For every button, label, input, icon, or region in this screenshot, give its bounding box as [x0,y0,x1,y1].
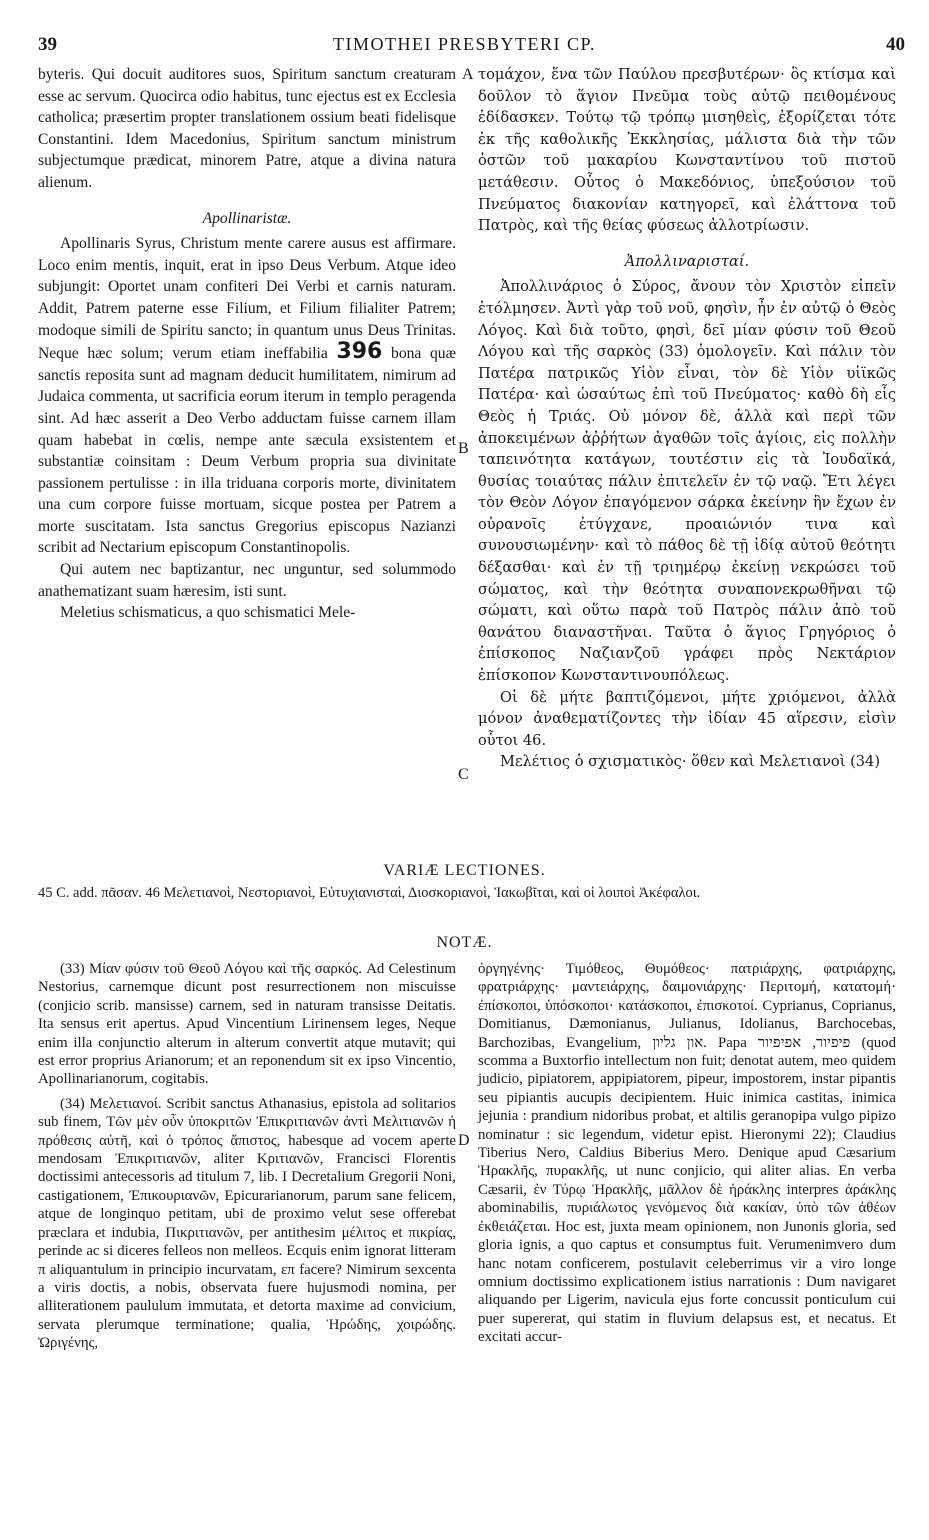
greek-paragraph-macedonius: τομάχον, ἕνα τῶν Παύλου πρεσβυτέρων· ὃς κτίσμα καὶ δοῦλον τὸ ἅγιον Πνεῦμα τοὺς αὐτῷ πειθομένους ἐδίδασκεν. Τούτῳ τῷ τρόπῳ μισηθεὶς, ἐξορίζεται τότε ἐκ τῆς καθολικῆς Ἐκκλησίας, μάλιστα διὰ τὴν τῶν ὀστῶν τοῦ μακαρίου Κωνσταντίνου τοῦ πιστοῦ μετάθεσιν. Οὗτος ὁ Μακεδόνιος, ὑπεξούσιον τοῦ Πνεύματος διακονίαν κατηγορεῖ, καὶ ἐλάττονα τοῦ Πατρὸς, καὶ τῆς θείας φύσεως ἀλλοτρίωσιν. [478,66,896,235]
latin-paragraph-macedonius: byteris. Qui docuit auditores suos, Spiritum sanctum creaturam esse ac servum. Quocirca odio habitus, tunc ejectus est ex Ecclesia catholica; præsertim propter translationem ossium beati fidelisque Constantini. Idem Macedonius, Spiritum sanctum ministrum subjectumque prædicat, minorem Patre, atque a divina natura alienum. [38,66,456,191]
running-title: TIMOTHEI PRESBYTERI CP. [332,34,596,54]
note-33: (33) Μίαν φύσιν τοῦ Θεοῦ Λόγου καὶ τῆς σαρκός. Ad Celestinum Nestorius, carnemque dicunt post resurrectionem non miscuisse (conjicio scrib. mansisse) carnem, sed in naturam transisse Deitatis. Ita sensus erit apertus. Apud Vincentium Lirinensem leges, Neque enim illa conjunctio alterum in alterum convertit atque mutavit; qui est error proprius Arianorum; et an reponendum sit ex ipso Vincentio, Apollinarianorum, cogitabis. [38,961,456,1088]
margin-marker-a: A [462,66,474,83]
notes-right-column [478,960,896,1347]
variae-lectiones-title: VARIÆ LECTIONES. [383,862,546,879]
notae-title: NOTÆ. [436,934,493,951]
margin-marker-c: C [458,766,469,783]
column-number: 396 [336,339,383,365]
greek-column [478,64,896,773]
page-number-left: 39 [38,34,57,55]
variae-lectiones-text: 45 C. add. πᾶσαν. 46 Μελετιανοὶ, Νεστοριανοὶ, Εὐτυχιανισταὶ, Διοσκοριανοὶ, Ἰακωβῖται, καὶ οἱ λοιποὶ Ἀκέφαλοι. [38,885,701,901]
page-number-right: 40 [886,34,905,55]
notes-left-column [38,960,456,1353]
margin-marker-b: B [458,440,469,457]
running-header [0,34,929,62]
latin-paragraph-meletius: Meletius schismaticus, a quo schismatici Mele- [60,604,356,622]
note-34: (34) Μελετιανοί. Scribit sanctus Athanasius, epistola ad solitarios sub finem, Τῶν μὲν οὖν ὑποκριτῶν Ἐπικριτιανῶν ἀντὶ Μελιτιανῶν ἡ πρόθεσις αὐτῆ, καὶ ὁ τρόπος ἄπιστος, habesque ad vocem aperte mendosam Ἐπικριτιανῶν, aliter Κριτιανῶν, Francisci Florentis doctissimi antecessoris ad titulum 7, lib. I Decretalium Gregorii Noni, castigationem, Ἐπικουριανῶν, Epicurarianorum, parum sane felicem, atque de longinquo petitam, ubi de proximo velut sese offerebat præclara et indubia, Πικριτιανῶν, per antithesim μέλιτος et πικρίας, perinde ac si diceres felleos non melleos. Ecquis enim ignorat litteram π aliquantulum in principio incurvatam, επ facere? Nimirum sexcenta a viris doctis, a nobis, observata fuere hujusmodi nomina, per alliterationem paululum immutata, et detorta maxime ad convicium, servata plerumque terminatione; qualia, Ἡρώδης, χοιρώδης. Ὠριγένης, [38,1095,456,1352]
latin-apollinaris-text-a: Apollinaris Syrus, Christum mente carere ausus est affirmare. Loco enim mentis, inquit, erat in ipso Deus Verbum. Atque ideo subjungit: Oportet unam confiteri Dei Verbi et carnis naturam. Addit, Patrem paterne esse Filium, et Filium filialiter Patrem; modoque simili de Spiritu sancto; in quantum unus Deus Trinitas. Neque hæc solum; verum etiam ineffabilia [38,235,456,363]
greek-paragraph-meletius: Μελέτιος ὁ σχισματικὸς· ὅθεν καὶ Μελετιανοὶ (34) [500,753,881,771]
latin-section-title: Apollinaristæ. [202,209,292,227]
latin-paragraph-apollinaris [38,233,456,559]
margin-marker-d: D [458,1132,470,1149]
latin-column [38,64,456,624]
note-34-continued: ὀργηγένης· Τιμόθεος, Θυμόθεος· πατριάρχης, φατριάρχης, φρατριάρχης· μαντειάρχης, δαιμονιάρχης· Περιτομή, κατατομή· ἐπίσκοποι, ὑπόσκοποι· κατάσκοποι, ἐπισκοτοί. Cyprianus, Coprianus, Domitianus, Dæmonianus, Julianus, Idolianus, Barchocebas, Barchozibas, Evangelium, און גליון. Papa פיפיור, אפיפיור (quod scomma a Buxtorfio intellectum non fuit; denotat autem, meo quidem judicio, pipiatorem, appipiatorem, pipeur, impostorem, instar pipantis seu pipiantis aucupis decipientem. Huic inimica castitas, inimica jejunia : prandium nidoribus probat, et altilis geranopipa vulgo pipizo nominatur : sic legendum, videtur epist. Hieronymi 22); Claudius Tiberius Nero, Caldius Biberius Mero. Denique apud Cæsarium Ἡρακλῆς, πυρακλῆς, ut nunc conjicio, qui aliter alias. En verba Cæsarii, ἐν Τύρῳ Ἡρακλῆς, μᾶλλον δὲ ἡράκλης interpres ἀράκλης abominabilis, πυριάλωτος γενόμενος διὰ κακίαν, ὑπὸ τῶν ἀθέων ἐκθειάζεται. Hoc est, juxta meam opinionem, non Junonis gloria, sed gloria ignis, a quo captus et consumptus fuit. Verumenimvero dum hanc notam conficerem, postulavit celeberrimus vir a viro longe omnium doctissimo explicationem istius narrationis : Dum navigaret aliquando per Ligerim, navicula ejus forte concussit ponticulum cui puer supererat, qui statim in fluvium delapsus est, et necatus. Et excitati accur- [478,961,896,1346]
greek-paragraph-baptism: Οἱ δὲ μήτε βαπτιζόμενοι, μήτε χριόμενοι, ἀλλὰ μόνον ἀναθεματίζοντες τὴν ἰδίαν 45 αἵρεσιν, εἰσὶν οὗτοι 46. [478,688,896,749]
latin-paragraph-baptism: Qui autem nec baptizantur, nec unguntur, sed solummodo anathematizant suam hæresim, isti sunt. [38,561,456,600]
greek-section-title: Ἀπολλιναρισταί. [624,252,750,270]
greek-paragraph-apollinaris: Ἀπολλινάριος ὁ Σύρος, ἄνουν τὸν Χριστὸν εἰπεῖν ἐτόλμησεν. Ἀντὶ γὰρ τοῦ νοῦ, φησὶν, ἦν ἐν αὐτῷ ὁ Θεὸς Λόγος. Καὶ διὰ τοῦτο, φησὶ, δεῖ μίαν φύσιν τοῦ Θεοῦ Λόγου καὶ τῆς σαρκὸς (33) ὁμολογεῖν. Καὶ πάλιν τὸν Πατέρα πατρικῶς Υἱὸν εἶναι, τὸν δὲ Υἱὸν υἱϊκῶς Πατέρα· καὶ ὡσαύτως ἐπὶ τοῦ Πνεύματος· καθὸ δὴ εἷς Θεὸς ἡ Τριάς. Οὐ μόνον δὲ, ἀλλὰ καὶ περὶ τῶν ἀποκειμένων ἀῤῥήτων ἀγαθῶν τοῖς ἁγίοις, εἰς πολλὴν ταπεινότητα κατάγων, τουτέστιν εἰς τὰ Ἰουδαϊκά, θυσίας τοιαύτας πάλιν ἐπιτελεῖν ἐν τῷ ναῷ. Ἔτι λέγει τὸν Θεὸν Λόγον ἐπαγόμενον σάρκα ἐκείνην ἣν ἔχων ἐν οὐρανοῖς ἐτύγχανε, προαιώνιόν τινα καὶ συνουσιωμένην· καὶ τὸ πάθος δὲ τῇ ἰδίᾳ αὐτοῦ θεότητι δέξασθαι· καὶ ἐν τῇ τριημέρῳ ἐκείνῃ νεκρώσει τοῦ σώματος, καὶ τὴν θεότητα συναπονεκρωθῆναι τῷ σώματι, καὶ οὕτω παρὰ τοῦ Πατρὸς πάλιν ἀπὸ τοῦ θανάτου διαναστῆναι. Ταῦτα ὁ ἅγιος Γρηγόριος ὁ ἐπίσκοπος Ναζιανζοῦ γράφει πρὸς Νεκτάριον ἐπίσκοπον Κωνσταντινουπόλεως. [478,278,896,685]
latin-apollinaris-text-b: bona quæ sanctis reposita sunt ad magnam deducit humilitatem, nimirum ad Judaica commenta, ut sacrificia eorum iterum in templo peragenda sint. Ad hæc asserit a Deo Verbo adductam fuisse carnem illam quam habebat in cœlis, nempe ante sæcula exsistentem et substantiæ coinsitam : Deum Verbum propria sua divinitate passionem pertulisse : in illa triduana corporis morte, divinitatem una cum corpore fuisse mortuam, sicque postea per Patrem a morte suscitatam. Ista sanctus Gregorius episcopus Nazianzi scribit ad Nectarium episcopum Constantinopolis. [38,345,456,557]
